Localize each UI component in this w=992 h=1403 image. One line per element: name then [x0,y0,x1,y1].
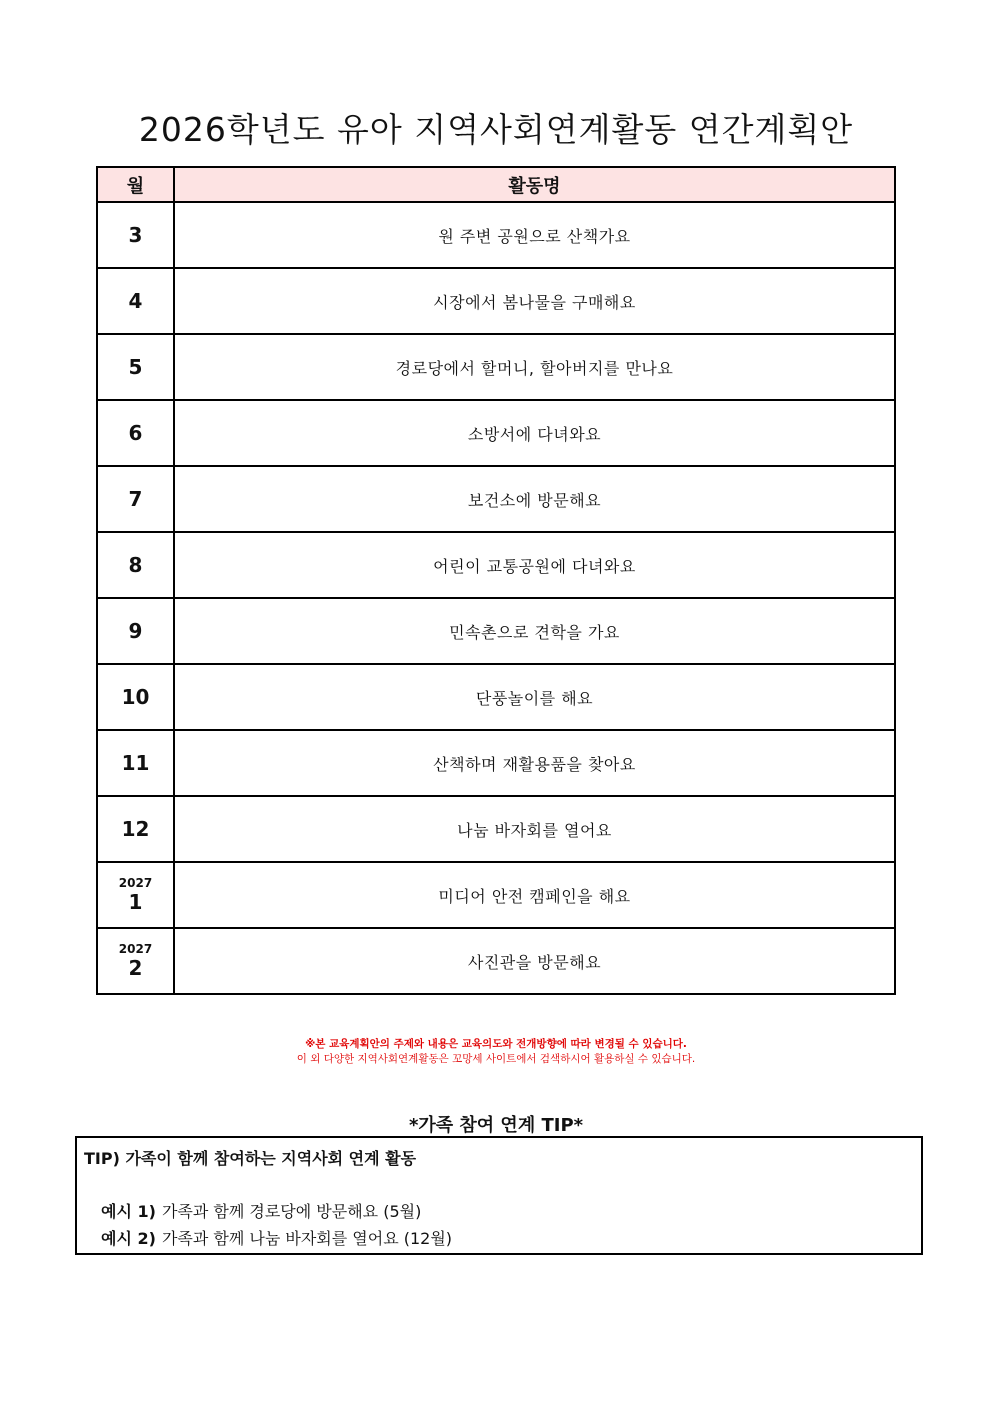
month-label: 5 [128,355,143,379]
tip-example-label: 예시 2) [101,1229,156,1248]
month-column-header: 월 [97,167,174,202]
tip-example-label: 예시 1) [101,1202,156,1221]
month-cell [97,400,174,466]
table-body [97,202,895,994]
month-cell [97,598,174,664]
tip-box [75,1136,923,1255]
tip-heading: *가족 참여 연계 TIP* [408,1115,584,1136]
activity-cell: 산책하며 재활용품을 찾아요 [174,730,895,796]
month-cell [97,202,174,268]
month-label: 3 [128,223,143,247]
month-cell [97,796,174,862]
activity-cell: 미디어 안전 캠페인을 해요 [174,862,895,928]
table-row [97,664,895,730]
activity-column-header: 활동명 [174,167,895,202]
table-row [97,796,895,862]
month-label: 2 [128,956,143,980]
table-row [97,928,895,994]
month-label: 4 [128,289,143,313]
month-label: 1 [128,890,143,914]
table-row [97,202,895,268]
tip-example [101,1199,421,1222]
table-header-row [97,167,895,202]
page-title: 2026학년도 유아 지역사회연계활동 연간계획안 [138,110,854,149]
activity-cell: 나눔 바자회를 열어요 [174,796,895,862]
table-row [97,598,895,664]
month-label: 11 [121,751,150,775]
tip-example-text: 가족과 함께 경로당에 방문해요 (5월) [161,1202,422,1221]
table-row [97,268,895,334]
activity-plan-table [96,166,896,995]
month-label: 7 [128,487,143,511]
change-notice: ※본 교육계획안의 주제와 내용은 교육의도와 전개방향에 따라 변경될 수 있습니다. [305,1038,687,1050]
month-cell [97,928,174,994]
month-cell [97,664,174,730]
month-cell [97,862,174,928]
table-row [97,862,895,928]
month-label: 10 [121,685,150,709]
month-label: 8 [128,553,143,577]
month-cell [97,532,174,598]
activity-cell: 소방서에 다녀와요 [174,400,895,466]
table-row [97,730,895,796]
month-label: 9 [128,619,143,643]
year-label: 2027 [118,942,153,956]
table-row [97,532,895,598]
activity-cell: 민속촌으로 견학을 가요 [174,598,895,664]
month-cell [97,466,174,532]
year-label: 2027 [118,876,153,890]
site-notice: 이 외 다양한 지역사회연계활동은 꼬망세 사이트에서 검색하시어 활용하실 수 있습니다. [296,1053,696,1065]
activity-cell: 시장에서 봄나물을 구매해요 [174,268,895,334]
table-row [97,400,895,466]
tip-title: TIP) 가족이 함께 참여하는 지역사회 연계 활동 [84,1149,417,1168]
month-cell [97,268,174,334]
activity-cell: 보건소에 방문해요 [174,466,895,532]
activity-cell: 어린이 교통공원에 다녀와요 [174,532,895,598]
activity-cell: 사진관을 방문해요 [174,928,895,994]
table-row [97,466,895,532]
activity-cell: 경로당에서 할머니, 할아버지를 만나요 [174,334,895,400]
activity-cell: 단풍놀이를 해요 [174,664,895,730]
activity-cell: 원 주변 공원으로 산책가요 [174,202,895,268]
month-label: 6 [128,421,143,445]
tip-example-text: 가족과 함께 나눔 바자회를 열어요 (12월) [161,1229,453,1248]
month-label: 12 [121,817,150,841]
month-cell [97,730,174,796]
table-row [97,334,895,400]
tip-example [101,1226,452,1249]
month-cell [97,334,174,400]
